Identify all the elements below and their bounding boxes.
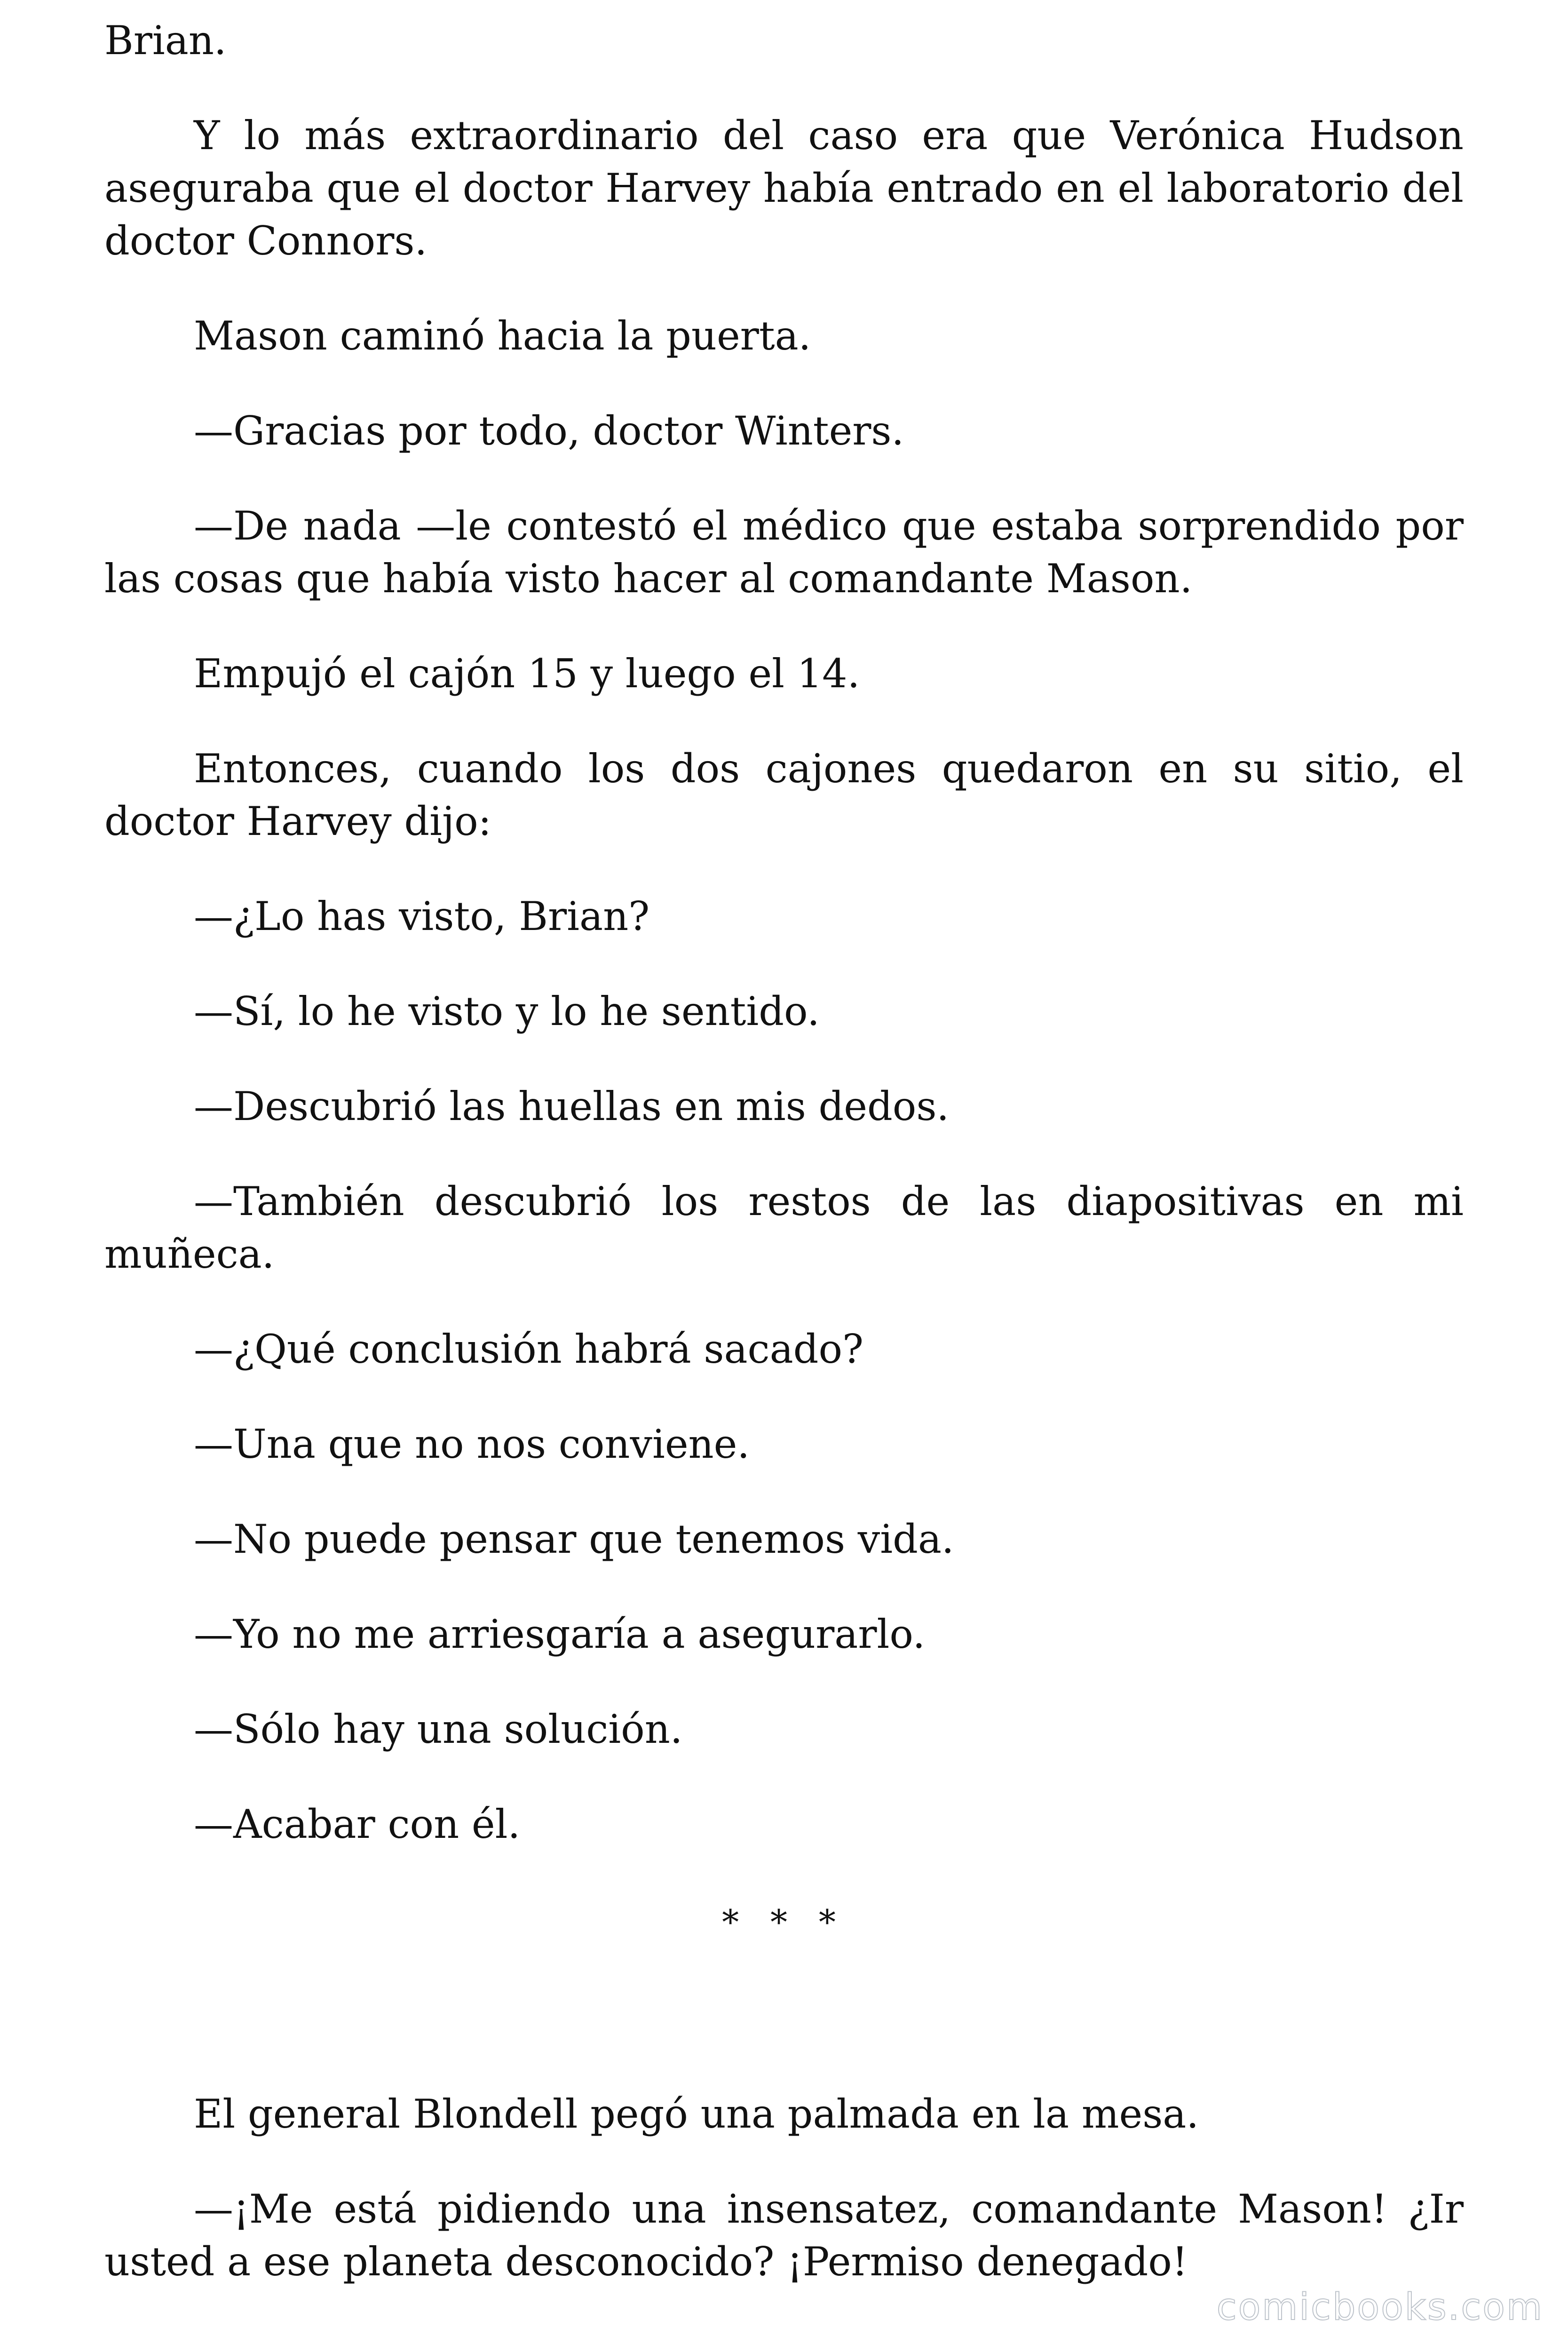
paragraph: Y lo más extraordinario del caso era que Verónica Hudson aseguraba que el doctor Harvey había entrado en el laboratorio del doctor Connors. <box>104 112 1464 264</box>
dialogue-line: —No puede pensar que tenemos vida. <box>194 1516 954 1562</box>
watermark: comicbooks.com <box>1216 2286 1544 2328</box>
section-separator: * * * <box>722 1902 846 1942</box>
dialogue-line: —Descubrió las huellas en mis dedos. <box>194 1083 950 1129</box>
dialogue-line: —Acabar con él. <box>194 1801 521 1847</box>
dialogue-line: —¡Me está pidiendo una insensatez, comandante Mason! ¿Ir usted a ese planeta desconocido? ¡Permiso denegado! <box>104 2186 1464 2285</box>
dialogue-line: —Sólo hay una solución. <box>194 1706 683 1752</box>
page-text <box>104 14 1464 2330</box>
paragraph: Brian. <box>104 17 227 64</box>
paragraph: Empujó el cajón 15 y luego el 14. <box>194 651 860 697</box>
paragraph: El general Blondell pegó una palmada en la mesa. <box>194 2091 1199 2137</box>
dialogue-line: —¿Lo has visto, Brian? <box>194 893 650 939</box>
dialogue-line: —De nada —le contestó el médico que estaba sorprendido por las cosas que había visto hacer al comandante Mason. <box>104 503 1464 602</box>
dialogue-line: —¿Qué conclusión habrá sacado? <box>194 1326 864 1372</box>
paragraph: Entonces, cuando los dos cajones quedaron en su sitio, el doctor Harvey dijo: <box>104 746 1464 844</box>
paragraph: Mason caminó hacia la puerta. <box>194 313 811 359</box>
dialogue-line: —Sí, lo he visto y lo he sentido. <box>194 988 820 1034</box>
dialogue-line: —Una que no nos conviene. <box>194 1421 750 1467</box>
dialogue-line: —También descubrió los restos de las diapositivas en mi muñeca. <box>104 1178 1464 1277</box>
dialogue-line: —Yo no me arriesgaría a asegurarlo. <box>194 1611 926 1657</box>
dialogue-line: —Gracias por todo, doctor Winters. <box>194 408 904 454</box>
